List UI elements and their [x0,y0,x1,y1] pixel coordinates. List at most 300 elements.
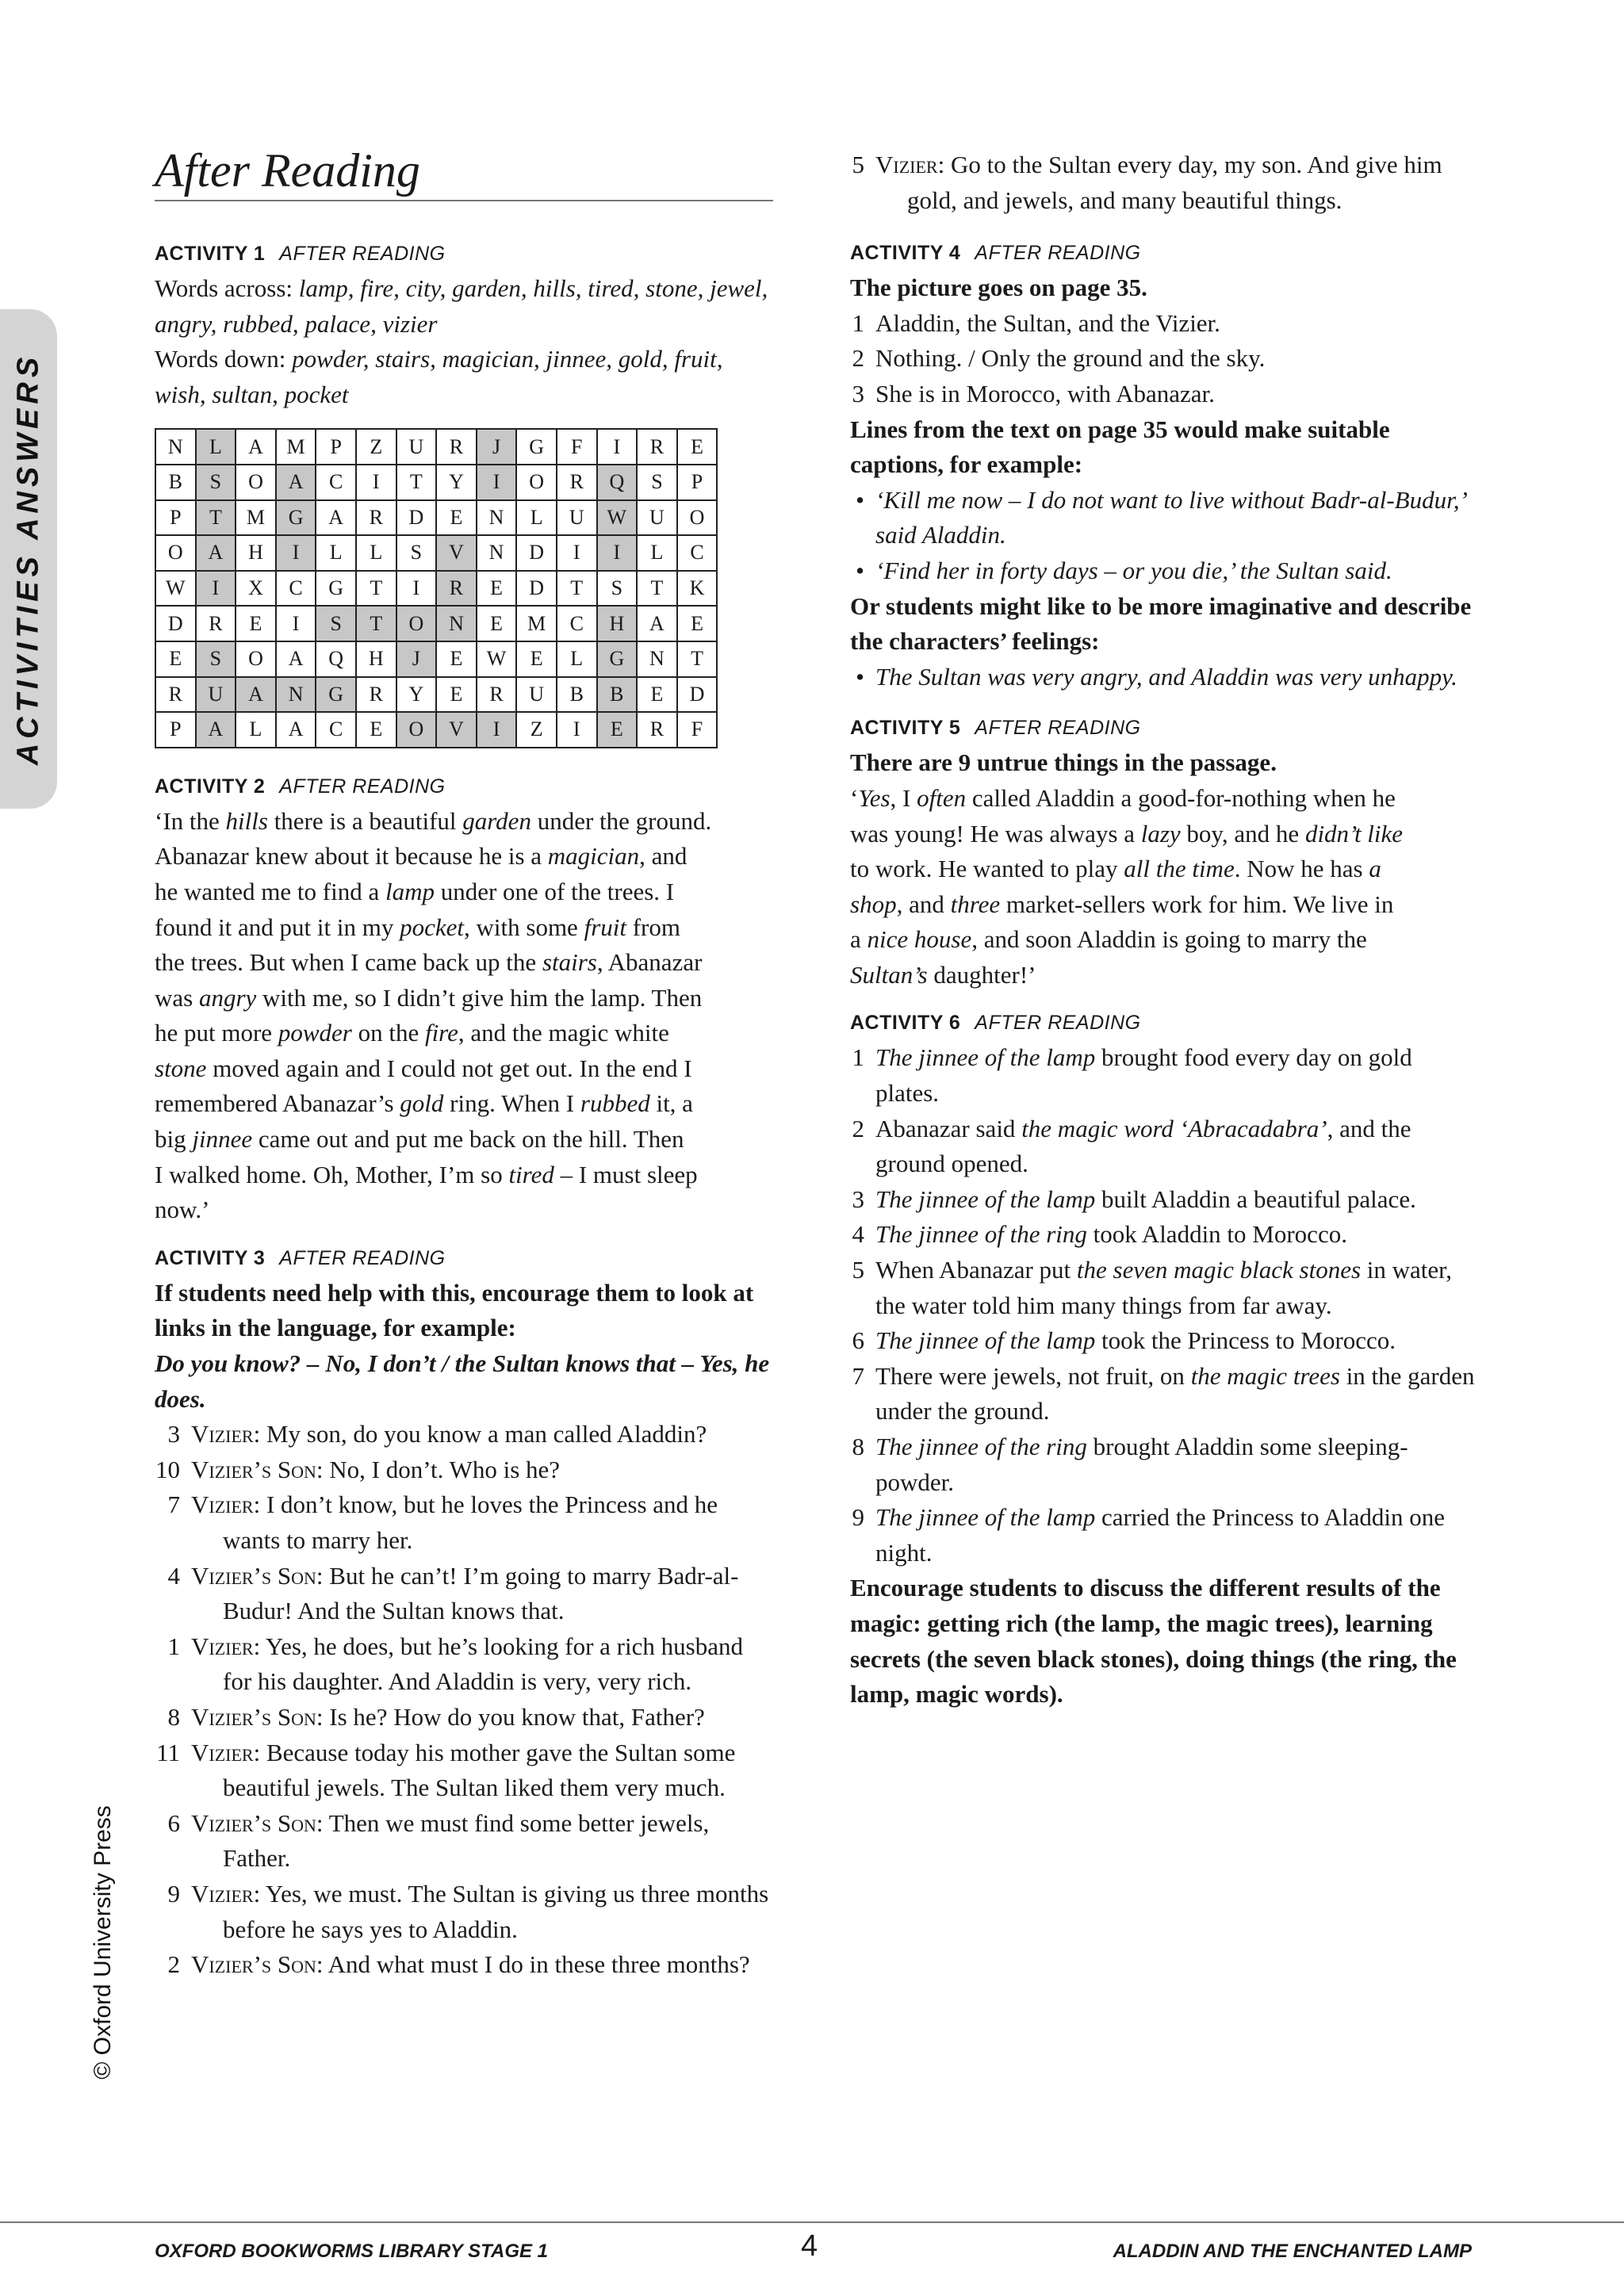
speech: Is he? How do you know that, Father? [329,1702,705,1731]
dialogue-line: 5 Vizier: Go to the Sultan every day, my son. And give him gold, and jewels, and many beautiful things. [850,147,1477,218]
item-number: 2 [852,344,864,373]
text-run: fire [424,1019,458,1047]
line-number: 6 [167,1808,180,1837]
right-column [850,147,1477,1712]
line-number: 3 [167,1420,180,1448]
text-run: was young! He was always a [850,819,1141,848]
item-number: 3 [852,379,864,408]
speaker: Vizier [191,1738,254,1766]
copyright-notice: © Oxford University Press [90,1805,116,2080]
grid-row [155,535,717,571]
grid-cell: R [637,429,677,465]
grid-row [155,712,717,748]
grid-cell: Z [516,712,557,748]
speaker: Vizier’s Son [191,1561,316,1590]
activity-6 [850,1005,1477,1712]
grid-cell: E [436,641,477,677]
text-run: market-sellers work for him. We live in [1000,890,1394,918]
text-run: , and the ground opened. [875,1114,1411,1178]
text-run: a [850,925,868,954]
text-run: When Abanazar put [875,1256,1077,1284]
text-run: boy, and he [1180,819,1305,848]
grid-cell: N [436,606,477,641]
text-run: three [950,890,1001,918]
grid-cell: R [356,677,396,713]
answer-line [850,1182,1477,1218]
dialogue-line: 7 Vizier: I don’t know, but he loves the Princess and he wants to marry her. [155,1487,773,1558]
grid-cell: R [637,712,677,748]
grid-row [155,571,717,607]
text-run: garden [462,806,531,835]
words-down: Words down: powder, stairs, magician, jinnee, gold, fruit, wish, sultan, pocket [155,345,723,408]
speaker: Vizier’s Son [191,1702,316,1731]
text-run: in the garden under the ground. [875,1361,1475,1425]
text-run: from [626,913,680,941]
grid-cell: T [356,571,396,607]
grid-cell: U [196,677,236,713]
grid-cell: E [677,606,718,641]
text-run: pocket [400,913,465,941]
text-run: on the [351,1019,425,1047]
grid-cell: P [316,429,356,465]
text-run: ‘ [850,783,859,812]
answer-line: 3 She is in Morocco, with Abanazar. [850,377,1477,412]
grid-cell: I [557,712,597,748]
grid-cell: L [516,500,557,536]
grid-cell: L [637,535,677,571]
line-number: 2 [167,1950,180,1979]
speech: Because today his mother gave the Sultan some beautiful jewels. The Sultan liked them very much. [223,1738,736,1802]
grid-cell: P [155,712,196,748]
passage-line [155,1016,773,1051]
text-run: moved again and I could not get out. In the end I [206,1054,692,1082]
text-run: , and [896,890,951,918]
grid-cell: E [677,429,718,465]
speech: My son, do you know a man called Aladdin? [266,1420,707,1448]
item-number: 7 [852,1361,864,1390]
feelings-list [850,660,1477,695]
grid-cell: G [276,500,316,536]
grid-cell: S [196,465,236,500]
words-across: Words across: lamp, fire, city, garden, hills, tired, stone, jewel, angry, rubbed, palace, vizier [155,274,768,338]
item-number: 4 [852,1220,864,1249]
speaker: Vizier’s Son [191,1808,316,1837]
grid-cell: S [637,465,677,500]
grid-cell: L [316,535,356,571]
activity-4-answers [850,306,1477,412]
speech: Yes, we must. The Sultan is giving us three months before he says yes to Aladdin. [223,1879,769,1943]
grid-cell: I [557,535,597,571]
dialogue-line: 4 Vizier’s Son: But he can’t! I’m going to marry Badr-al-Budur! And the Sultan knows that. [155,1559,773,1629]
dialogue-line: 6 Vizier’s Son: Then we must find some better jewels, Father. [155,1806,773,1877]
grid-cell: O [677,500,718,536]
text-run: I walked home. Oh, Mother, I’m so [155,1160,509,1188]
item-number: 8 [852,1433,864,1460]
grid-cell: P [155,500,196,536]
bullet-item [850,483,1477,553]
grid-cell: D [677,677,718,713]
grid-cell: A [196,535,236,571]
grid-cell: A [276,712,316,748]
activity-3-heading: ACTIVITY 3 AFTER READING [155,1246,446,1269]
grid-cell: O [155,535,196,571]
text-run: didn’t like [1304,819,1404,848]
grid-cell: A [236,677,276,713]
grid-cell: O [516,465,557,500]
dialogue-line: 3 Vizier: My son, do you know a man called Aladdin? [155,1417,773,1452]
captions-intro: Lines from the text on page 35 would make suitable captions, for example: [850,415,1390,479]
text-run: ‘In the [155,806,226,835]
passage-line [155,1192,773,1228]
text-run: the trees. But when I came back up the [155,948,542,977]
text-run: , and the magic white [458,1019,669,1047]
dialogue-list [155,1417,773,1983]
grid-cell: F [677,712,718,748]
grid-cell: D [155,606,196,641]
text-run: called Aladdin a good-for-nothing when he [966,783,1396,812]
grid-cell: M [516,606,557,641]
grid-cell: T [677,641,718,677]
text-run: powder [278,1019,352,1047]
text-run: , and soon Aladdin is going to marry the [971,925,1367,954]
speaker: Vizier [191,1420,254,1448]
grid-cell: E [477,571,517,607]
text-run: rubbed [580,1089,650,1118]
grid-cell: I [597,429,638,465]
grid-cell: O [396,606,437,641]
grid-cell: B [155,465,196,500]
grid-cell: M [276,429,316,465]
passage-line [850,887,1477,923]
text-run: lazy [1140,819,1181,848]
grid-cell: M [236,500,276,536]
passage-line [850,922,1477,958]
text-run: brought food every day on gold plates. [875,1043,1412,1108]
line-number: 4 [167,1561,180,1590]
grid-cell: D [396,500,437,536]
grid-cell: N [637,641,677,677]
line-number: 5 [852,151,864,178]
page-number: 4 [801,2229,818,2263]
speech: Then we must find some better jewels, Father. [223,1808,710,1873]
grid-cell: I [477,465,517,500]
activity-2-heading: ACTIVITY 2 AFTER READING [155,775,446,798]
grid-cell: R [436,429,477,465]
grid-cell: U [637,500,677,536]
text-run: magician [547,842,640,871]
grid-cell: I [396,571,437,607]
text-run: there is a beautiful [267,806,463,835]
text-run: lamp [385,877,435,905]
answer-line [850,1359,1477,1429]
grid-cell: R [436,571,477,607]
speaker: Vizier’s Son [191,1950,316,1979]
grid-cell: I [597,535,638,571]
speech: Go to the Sultan every day, my son. And give him gold, and jewels, and many beautiful things. [907,151,1442,214]
grid-cell: G [316,571,356,607]
grid-cell: S [597,571,638,607]
footer-series: OXFORD BOOKWORMS LIBRARY STAGE 1 [155,2241,549,2262]
feelings-intro: Or students might like to be more imaginative and describe the characters’ feelings: [850,591,1472,656]
text-run: , Abanazar [596,948,703,977]
grid-cell: A [316,500,356,536]
text-run: the magic trees [1190,1361,1340,1390]
item-number: 5 [852,1256,864,1284]
grid-cell: R [356,500,396,536]
item-number: 2 [852,1114,864,1142]
activity-6-closing: Encourage students to discuss the different results of the magic: getting rich (the lamp, the magic trees), learning secrets (the seven black stones), doing things (the ring, the lamp, magic words). [850,1574,1457,1709]
grid-cell: C [316,712,356,748]
activity-2-passage [155,804,773,1228]
text-run: , I [890,783,917,812]
passage-line [850,958,1477,993]
text-run: Abanazar said [875,1114,1022,1142]
grid-cell: H [356,641,396,677]
grid-cell: Z [356,429,396,465]
answer-line: 2 Nothing. / Only the ground and the sky. [850,341,1477,377]
grid-cell: G [597,641,638,677]
grid-cell: E [236,606,276,641]
grid-cell: G [316,677,356,713]
activity-1-heading: ACTIVITY 1 AFTER READING [155,243,446,265]
bullet-icon: • [856,556,864,584]
text-run: shop [850,890,897,918]
bullet-text: ‘Find her in forty days – or you die,’ the Sultan said. [875,556,1392,584]
grid-cell: S [316,606,356,641]
line-number: 11 [156,1738,180,1766]
text-run: with me, so I didn’t give him the lamp. Then [256,983,703,1012]
grid-cell: E [436,500,477,536]
grid-cell: U [557,500,597,536]
speaker: Vizier [191,1632,254,1660]
text-run: The jinnee of the lamp [875,1184,1096,1213]
passage-line [155,804,773,840]
grid-row [155,465,717,500]
left-column [155,236,773,1983]
item-number: 1 [852,1043,864,1072]
text-run: fruit [584,913,626,941]
answer-line [850,1500,1477,1571]
footer-book-title: ALADDIN AND THE ENCHANTED LAMP [1113,2241,1472,2262]
grid-cell: H [597,606,638,641]
text-run: jinnee [192,1125,253,1154]
picture-page: The picture goes on page 35. [850,274,1147,302]
grid-cell: W [155,571,196,607]
speech: I don’t know, but he loves the Princess and he wants to marry her. [223,1490,718,1554]
text-run: gold [400,1089,444,1118]
word-search-grid [155,428,718,748]
activity-1 [155,236,773,748]
dialogue-line: 2 Vizier’s Son: And what must I do in these three months? [155,1947,773,1983]
grid-cell: A [236,429,276,465]
grid-cell: U [516,677,557,713]
text-run: nice house [867,925,972,954]
activity-5 [850,710,1477,993]
grid-cell: T [356,606,396,641]
text-run: . Now he has [1234,855,1369,883]
grid-cell: T [637,571,677,607]
bullet-item [850,660,1477,695]
activity-4-heading: ACTIVITY 4 AFTER READING [850,242,1141,265]
activity-3-example: Do you know? – No, I don’t / the Sultan knows that – Yes, he does. [155,1349,770,1413]
passage-line [155,910,773,946]
grid-row [155,429,717,465]
text-run: under the ground. [530,806,712,835]
text-run: The jinnee of the ring [875,1220,1087,1249]
passage-line [155,1051,773,1087]
text-run: all the time [1124,855,1235,883]
grid-cell: T [396,465,437,500]
speaker: Vizier [191,1490,254,1519]
text-run: under one of the trees. I [434,877,675,905]
grid-cell: U [396,429,437,465]
dialogue-line: 9 Vizier: Yes, we must. The Sultan is giving us three months before he says yes to Aladdin. [155,1877,773,1947]
text-run: The jinnee of the lamp [875,1043,1096,1072]
text-run: he wanted me to find a [155,877,385,905]
grid-cell: T [557,571,597,607]
text-run: tired [508,1160,554,1188]
grid-cell: E [356,712,396,748]
grid-cell: Q [316,641,356,677]
grid-cell: N [276,677,316,713]
grid-cell: I [356,465,396,500]
grid-cell: L [356,535,396,571]
speech: No, I don’t. Who is he? [329,1455,561,1483]
answer-line [850,1040,1477,1111]
footer-rule [0,2221,1624,2223]
text-run: remembered Abanazar’s [155,1089,400,1118]
grid-cell: N [477,535,517,571]
grid-cell: L [236,712,276,748]
grid-row [155,677,717,713]
bullet-text: ‘Kill me now – I do not want to live without Badr-al-Budur,’ said Aladdin. [875,485,1465,549]
activity-4 [850,235,1477,695]
grid-cell: C [677,535,718,571]
line-number: 1 [167,1632,180,1660]
text-run: built Aladdin a beautiful palace. [1095,1184,1416,1213]
text-run: often [917,783,967,812]
text-run: it, a [649,1089,693,1118]
grid-cell: O [396,712,437,748]
speech: And what must I do in these three months? [327,1950,750,1979]
dialogue-line: 11 Vizier: Because today his mother gave the Sultan some beautiful jewels. The Sultan liked them very much. [155,1735,773,1806]
answer-line [850,1253,1477,1323]
grid-cell: R [196,606,236,641]
line-number: 7 [167,1490,180,1519]
text-run: ring. When I [443,1089,580,1118]
answer-line [850,1429,1477,1500]
text-run: Abanazar knew about it because he is a [155,842,548,871]
activity-5-passage [850,781,1477,993]
grid-cell: E [597,712,638,748]
grid-cell: S [196,641,236,677]
activity-6-answers [850,1040,1477,1571]
speaker: Vizier [191,1879,254,1908]
activity-3 [155,1241,773,1983]
passage-line [155,839,773,874]
grid-cell: R [557,465,597,500]
passage-line [155,1122,773,1158]
grid-cell: A [276,641,316,677]
grid-cell: B [597,677,638,713]
page-title: After Reading [155,143,773,201]
text-run: in water, the water told him many things from far away. [875,1256,1452,1319]
text-run: the seven magic black stones [1076,1256,1362,1284]
item-number: 1 [852,308,864,337]
speech: But he can’t! I’m going to marry Badr-al-Budur! And the Sultan knows that. [223,1561,739,1625]
speech: Yes, he does, but he’s looking for a rich husband for his daughter. And Aladdin is very, very rich. [223,1632,743,1696]
text-run: , and [639,842,688,871]
activity-2 [155,769,773,1228]
speaker: Vizier’s Son [191,1455,316,1483]
grid-cell: N [477,500,517,536]
text-run: came out and put me back on the hill. Then [252,1125,684,1154]
grid-cell: D [516,571,557,607]
grid-cell: I [196,571,236,607]
grid-cell: C [557,606,597,641]
grid-cell: E [477,606,517,641]
activity-5-intro: There are 9 untrue things in the passage. [850,748,1277,777]
text-run: stairs [542,948,597,977]
grid-cell: P [677,465,718,500]
grid-cell: V [436,535,477,571]
passage-line [155,981,773,1016]
text-run: The jinnee of the ring [875,1433,1087,1460]
speaker: Vizier [875,151,938,178]
item-number: 3 [852,1184,864,1213]
line-number: 8 [167,1702,180,1731]
dialogue-line: 1 Vizier: Yes, he does, but he’s looking for a rich husband for his daughter. And Aladdin is very, very rich. [155,1629,773,1700]
bullet-icon: • [856,662,864,691]
grid-cell: E [155,641,196,677]
text-run: angry [198,983,257,1012]
answer-line [850,1112,1477,1182]
passage-line [850,781,1477,817]
item-number: 6 [852,1326,864,1355]
grid-cell: R [477,677,517,713]
grid-cell: R [155,677,196,713]
bullet-text: The Sultan was very angry, and Aladdin was very unhappy. [875,662,1457,691]
captions-list [850,483,1477,589]
bullet-item [850,553,1477,589]
text-run: he put more [155,1019,278,1047]
text-run: The jinnee of the lamp [875,1326,1096,1355]
text-run: now.’ [155,1196,210,1224]
grid-cell: X [236,571,276,607]
text-run: found it and put it in my [155,913,400,941]
dialogue-line: 8 Vizier’s Son: Is he? How do you know that, Father? [155,1700,773,1735]
dialogue-line: 10 Vizier’s Son: No, I don’t. Who is he? [155,1452,773,1488]
item-number: 9 [852,1503,864,1532]
grid-cell: F [557,429,597,465]
grid-row [155,606,717,641]
grid-cell: I [276,606,316,641]
grid-cell: I [276,535,316,571]
grid-row [155,641,717,677]
text-run: , with some [464,913,584,941]
grid-cell: V [436,712,477,748]
text-run: was [155,983,199,1012]
answer-line: 1 Aladdin, the Sultan, and the Vizier. [850,306,1477,342]
grid-cell: J [396,641,437,677]
grid-cell: J [477,429,517,465]
grid-cell: T [196,500,236,536]
grid-cell: W [597,500,638,536]
passage-line [155,1158,773,1193]
text-run: – I must sleep [553,1160,698,1188]
grid-cell: H [236,535,276,571]
grid-cell: C [316,465,356,500]
